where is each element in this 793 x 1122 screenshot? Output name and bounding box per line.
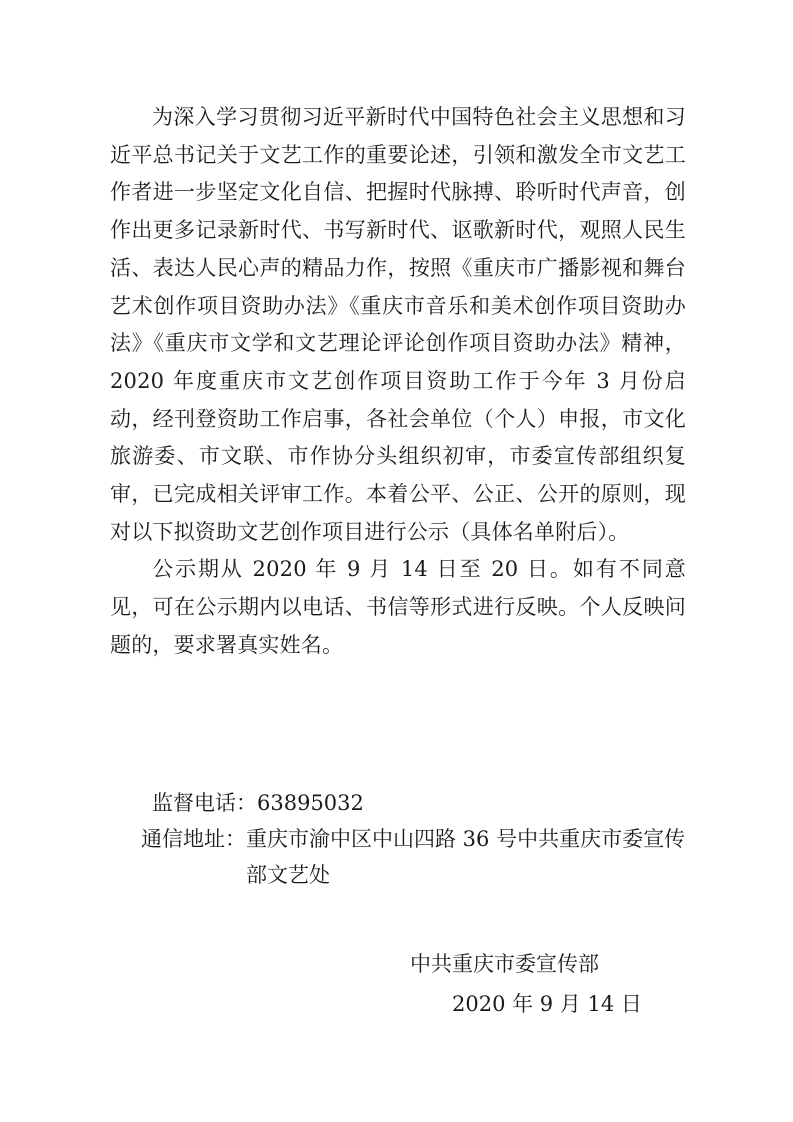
paragraph-publicity-period: 公示期从 2020 年 9 月 14 日至 20 日。如有不同意见，可在公示期内以电话、书信等形式进行反映。个人反映问题的，要求署真实姓名。 — [110, 557, 686, 657]
signature-organization: 中共重庆市委宣传部 — [410, 952, 599, 976]
phone-label: 监督电话： — [152, 791, 257, 815]
notice-body — [110, 99, 686, 665]
signature-date: 2020 年 9 月 14 日 — [452, 992, 642, 1016]
address-row — [110, 821, 686, 893]
signature-block — [410, 944, 642, 1024]
phone-row — [110, 785, 686, 821]
phone-number: 63895032 — [257, 791, 364, 815]
address-label: 通信地址： — [141, 827, 246, 851]
paragraph-purpose: 为深入学习贯彻习近平新时代中国特色社会主义思想和习近平总书记关于文艺工作的重要论述，引领和激发全市文艺工作者进一步坚定文化自信、把握时代脉搏、聆听时代声音，创作出更多记录新时代、书写新时代、讴歌新时代，观照人民生活、表达人民心声的精品力作，按照《重庆市广播影视和舞台艺术创作项目资助办法》《重庆市音乐和美术创作项目资助办法》《重庆市文学和文艺理论评论创作项目资助办法》精神，2020 年度重庆市文艺创作项目资助工作于今年 3 月份启动，经刊登资助工作启事，各社会单位（个人）申报，市文化旅游委、市文联、市作协分头组织初审，市委宣传部组织复审，已完成相关评审工作。本着公平、公正、公开的原则，现对以下拟资助文艺创作项目进行公示（具体名单附后）。 — [110, 105, 686, 544]
address-value: 重庆市渝中区中山四路 36 号中共重庆市委宣传部文艺处 — [246, 827, 686, 887]
contact-info — [110, 785, 686, 893]
